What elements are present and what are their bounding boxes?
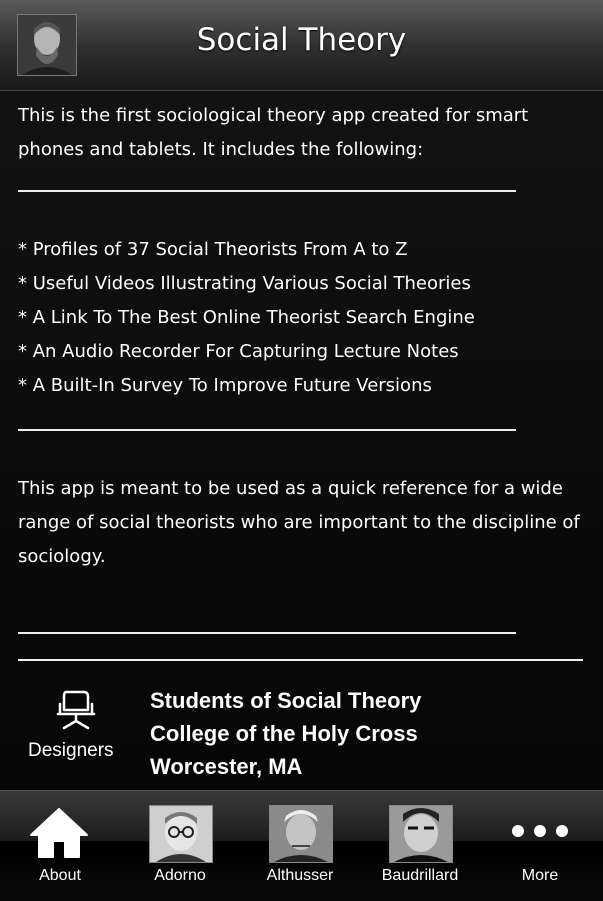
credit-line: Worcester, MA <box>150 754 303 779</box>
divider <box>18 659 583 661</box>
tab-label: Baudrillard <box>381 867 459 884</box>
list-item: * A Built-In Survey To Improve Future Versions <box>18 375 432 396</box>
intro-text: This is the first sociological theory app created for smart phones and tablets. It includes the following: <box>18 105 529 160</box>
divider <box>18 429 516 431</box>
tab-adorno[interactable] <box>120 791 240 901</box>
tab-baudrillard[interactable] <box>360 791 480 901</box>
designers-label: Designers <box>28 740 114 761</box>
about-content <box>0 91 603 789</box>
list-item: * A Link To The Best Online Theorist Search Engine <box>18 307 475 328</box>
portrait-icon <box>149 805 213 863</box>
tab-label: About <box>39 867 81 884</box>
divider <box>18 632 516 634</box>
tab-label: More <box>521 867 559 884</box>
chair-icon <box>48 688 104 732</box>
home-icon <box>27 805 91 861</box>
designers-section <box>0 676 603 786</box>
tab-label: Adorno <box>154 867 206 884</box>
more-icon <box>507 821 573 841</box>
list-item: * Useful Videos Illustrating Various Social Theories <box>18 273 471 294</box>
list-item: * An Audio Recorder For Capturing Lecture Notes <box>18 341 459 362</box>
tab-more[interactable] <box>480 791 600 901</box>
description-text: This app is meant to be used as a quick reference for a wide range of social theorists who are important to the discipline of sociology. <box>18 478 580 567</box>
credit-line: Students of Social Theory <box>150 688 422 713</box>
credits <box>150 684 421 783</box>
divider <box>18 190 516 192</box>
credit-line: College of the Holy Cross <box>150 721 418 746</box>
feature-list <box>18 233 475 403</box>
tab-bar <box>0 790 603 901</box>
tab-althusser[interactable] <box>240 791 360 901</box>
tab-label: Althusser <box>266 867 334 884</box>
portrait-icon <box>389 805 453 863</box>
app-header <box>0 0 603 91</box>
tab-about[interactable] <box>0 791 120 901</box>
page-title: Social Theory <box>196 22 407 58</box>
portrait-icon <box>269 805 333 863</box>
list-item: * Profiles of 37 Social Theorists From A to Z <box>18 239 408 260</box>
